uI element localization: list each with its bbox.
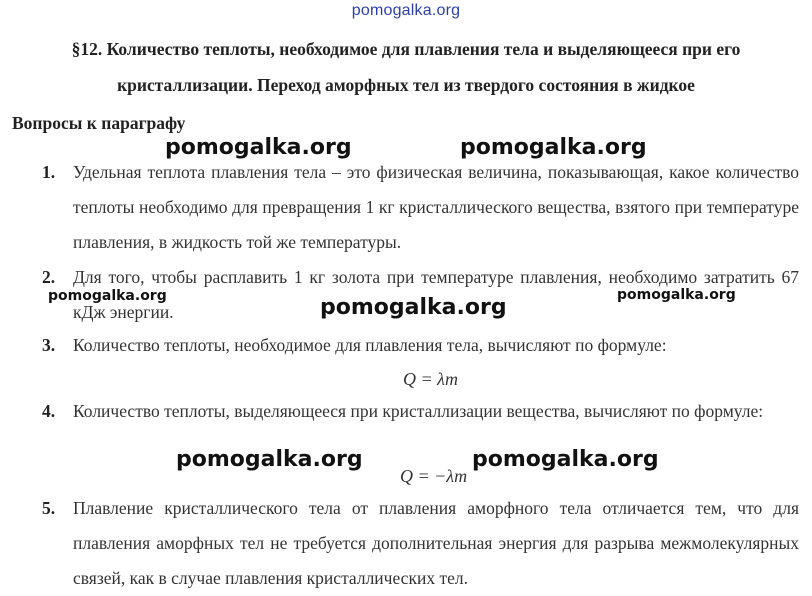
watermark-overlay: pomogalka.org bbox=[165, 135, 352, 160]
question-item-5 bbox=[42, 491, 799, 596]
watermark-overlay: pomogalka.org bbox=[460, 135, 647, 160]
section-heading: Вопросы к параграфу bbox=[12, 113, 186, 133]
question-answer-text: Для того, чтобы расплавить 1 кг золота при температуре плавления, необходимо затратить 67 кДж энергии. bbox=[73, 267, 799, 322]
question-answer-text: Количество теплоты, необходимое для плавления тела, вычисляют по формуле: bbox=[73, 335, 667, 355]
question-number: 2. bbox=[42, 267, 56, 287]
header-watermark: pomogalka.org bbox=[351, 2, 461, 19]
title-line-1: §12. Количество теплоты, необходимое для плавления тела и выделяющееся при его bbox=[71, 39, 741, 59]
question-number: 5. bbox=[42, 498, 56, 518]
question-answer-text: Удельная теплота плавления тела – это физическая величина, показывающая, какое количество теплоты необходимо для превращения 1 кг кристаллического вещества, взятого при температуре плавления, в жидкость той же температуры. bbox=[73, 162, 799, 252]
paragraph-title bbox=[10, 31, 802, 103]
title-line-2: кристаллизации. Переход аморфных тел из твердого состояния в жидкое bbox=[117, 75, 695, 95]
question-item-3 bbox=[42, 328, 799, 363]
watermark-overlay: pomogalka.org bbox=[176, 447, 363, 472]
watermark-overlay: pomogalka.org bbox=[48, 288, 167, 304]
question-answer-text: Плавление кристаллического тела от плавления аморфного тела отличается тем, что для плавления аморфных тел не требуется дополнительная энергия для разрыва межмолекулярных связей, как в случае плавления кристаллических тел. bbox=[73, 498, 799, 588]
question-answer-text: Количество теплоты, выделяющееся при кристаллизации вещества, вычисляют по формуле: bbox=[73, 401, 764, 421]
watermark-overlay: pomogalka.org bbox=[472, 447, 659, 472]
question-item-4 bbox=[42, 394, 799, 429]
question-number: 4. bbox=[42, 401, 56, 421]
watermark-overlay: pomogalka.org bbox=[617, 287, 736, 303]
question-number: 1. bbox=[42, 162, 56, 182]
watermark-overlay: pomogalka.org bbox=[320, 295, 507, 320]
question-number: 3. bbox=[42, 335, 56, 355]
formula-crystallization: Q = −λm bbox=[400, 466, 468, 486]
question-item-1 bbox=[42, 155, 799, 260]
formula-melting: Q = λm bbox=[403, 369, 458, 389]
